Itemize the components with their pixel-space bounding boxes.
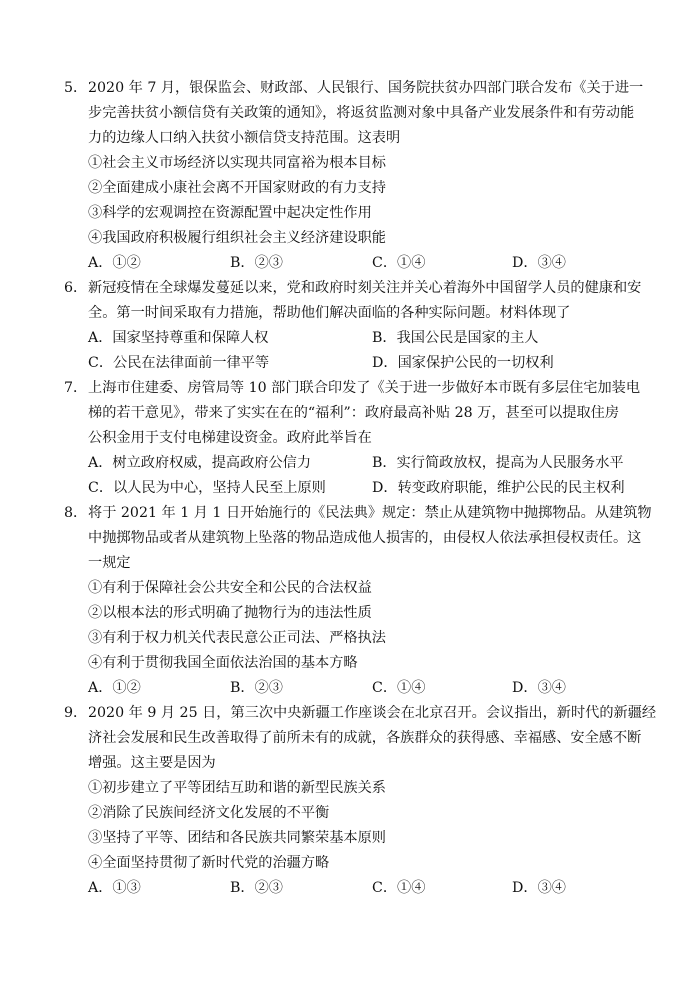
question-stem-line: 中抛掷物品或者从建筑物上坠落的物品造成他人损害的，由侵权人依法承担侵权责任。这	[88, 530, 642, 546]
option-c[interactable]: C．①④	[372, 255, 426, 271]
statement-1: ①有利于保障社会公共安全和公民的合法权益	[88, 580, 372, 596]
option-d[interactable]: D．转变政府职能，维护公民的民主权利	[372, 480, 625, 496]
option-c[interactable]: C．①④	[372, 880, 426, 896]
question-stem-line: 济社会发展和民生改善取得了前所未有的成就，各族群众的获得感、幸福感、安全感不断	[88, 730, 642, 746]
statement-4: ④有利于贯彻我国全面依法治国的基本方略	[88, 655, 358, 671]
option-c[interactable]: C．公民在法律面前一律平等	[88, 355, 270, 371]
statement-4: ④全面坚持贯彻了新时代党的治疆方略	[88, 855, 330, 871]
statement-3: ③科学的宏观调控在资源配置中起决定性作用	[88, 205, 372, 221]
option-d[interactable]: D．③④	[512, 680, 566, 696]
option-a[interactable]: A．①②	[88, 255, 141, 271]
statement-2: ②全面建成小康社会离不开国家财政的有力支持	[88, 180, 386, 196]
option-b[interactable]: B．②③	[230, 880, 283, 896]
option-a[interactable]: A．①③	[88, 880, 141, 896]
option-c[interactable]: C．①④	[372, 680, 426, 696]
option-c[interactable]: C．以人民为中心，坚持人民至上原则	[88, 480, 326, 496]
option-a[interactable]: A．树立政府权威，提高政府公信力	[88, 455, 312, 471]
question-stem-line: 一规定	[88, 555, 131, 571]
question-stem-line: 梯的若干意见》，带来了实实在在的“福利”：政府最高补贴 28 万，甚至可以提取住房	[88, 405, 620, 421]
statement-4: ④我国政府积极履行组织社会主义经济建设职能	[88, 230, 386, 246]
question-stem-line: 步完善扶贫小额信贷有关政策的通知》，将返贫监测对象中具备产业发展条件和有劳动能	[88, 105, 635, 121]
option-a[interactable]: A．①②	[88, 680, 141, 696]
question-number: 7．	[64, 380, 88, 396]
statement-2: ②消除了民族间经济文化发展的不平衡	[88, 805, 330, 821]
question-number: 6．	[64, 280, 88, 296]
option-b[interactable]: B．②③	[230, 255, 283, 271]
option-b[interactable]: B．②③	[230, 680, 283, 696]
question-stem-line: 新冠疫情在全球爆发蔓延以来，党和政府时刻关注并关心着海外中国留学人员的健康和安	[88, 280, 642, 296]
question-stem-line: 上海市住建委、房管局等 10 部门联合印发了《关于进一步做好本市既有多层住宅加装电	[88, 380, 641, 396]
question-stem-line: 2020 年 9 月 25 日，第三次中央新疆工作座谈会在北京召开。会议指出，新时代的新疆经	[88, 705, 657, 721]
question-stem-line: 将于 2021 年 1 月 1 日开始施行的《民法典》规定：禁止从建筑物中抛掷物品。从建筑物	[88, 505, 652, 521]
question-number: 5．	[64, 80, 88, 96]
option-a[interactable]: A．国家坚持尊重和保障人权	[88, 330, 269, 346]
option-b[interactable]: B．实行简政放权，提高为人民服务水平	[372, 455, 624, 471]
option-d[interactable]: D．国家保护公民的一切权利	[372, 355, 554, 371]
question-stem-line: 全。第一时间采取有力措施，帮助他们解决面临的各种实际问题。材料体现了	[88, 305, 571, 321]
option-d[interactable]: D．③④	[512, 880, 566, 896]
statement-2: ②以根本法的形式明确了抛物行为的违法性质	[88, 605, 372, 621]
statement-1: ①社会主义市场经济以实现共同富裕为根本目标	[88, 155, 386, 171]
option-b[interactable]: B．我国公民是国家的主人	[372, 330, 539, 346]
question-stem-line: 增强。这主要是因为	[88, 755, 216, 771]
question-stem-line: 2020 年 7 月，银保监会、财政部、人民银行、国务院扶贫办四部门联合发布《关于进一	[88, 80, 644, 96]
question-stem-line: 公积金用于支付电梯建设资金。政府此举旨在	[88, 430, 372, 446]
question-number: 8．	[64, 505, 88, 521]
statement-1: ①初步建立了平等团结互助和谐的新型民族关系	[88, 780, 386, 796]
statement-3: ③有利于权力机关代表民意公正司法、严格执法	[88, 630, 386, 646]
statement-3: ③坚持了平等、团结和各民族共同繁荣基本原则	[88, 830, 386, 846]
question-number: 9．	[64, 705, 88, 721]
option-d[interactable]: D．③④	[512, 255, 566, 271]
question-stem-line: 力的边缘人口纳入扶贫小额信贷支持范围。这表明	[88, 130, 401, 146]
